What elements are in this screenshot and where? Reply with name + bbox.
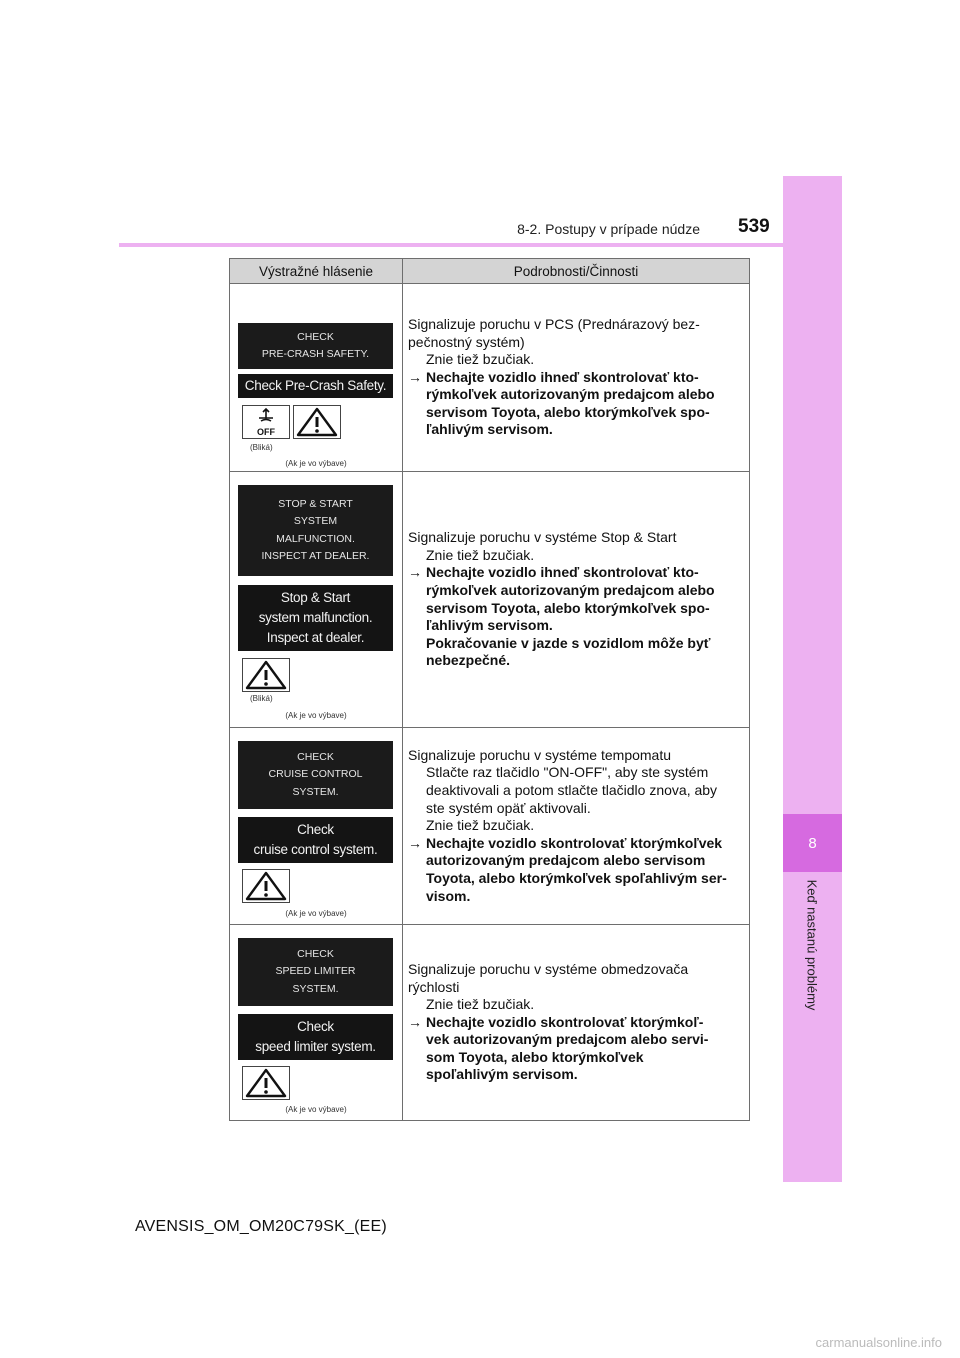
details-cell: Signalizuje poruchu v PCS (Prednárazový bez- pečnostný systém) Znie tiež bzučiak. → Nechajte vozidlo ihneď skontrolovať kto- rýmkoľvek autorizovaným predajcom alebo servisom Toyota, alebo ktorýmkoľvek spo- ľahlivým servisom.: [403, 284, 750, 472]
table-row: [230, 284, 750, 472]
display-message-graphic: Check Pre-Crash Safety.: [238, 374, 393, 398]
chapter-side-tab: [783, 176, 842, 1182]
table-row: [230, 925, 750, 1121]
master-warning-icon: [293, 405, 341, 439]
details-cell: Signalizuje poruchu v systéme obmedzovača rýchlosti Znie tiež bzučiak. → Nechajte vozidlo skontrolovať ktorýmkoľ- vek autorizovaným predajcom alebo servi- som Toyota, alebo ktorýmkoľvek spoľahlivým servisom.: [403, 925, 750, 1121]
arrow-icon: →: [408, 564, 422, 581]
master-warning-icon: [242, 658, 290, 692]
pcs-off-indicator-icon: [242, 405, 290, 439]
header-rule: [119, 243, 842, 247]
details-cell: Signalizuje poruchu v systéme tempomatu Stlačte raz tlačidlo "ON-OFF", aby ste systém deaktivovali a potom stlačte tlačidlo znova, aby ste systém opäť aktivovali. Znie tiež bzučiak. → Nechajte vozidlo skontrolovať ktorýmkoľvek autorizovaným predajcom alebo servisom Toyota, alebo ktorýmkoľvek spoľahlivým ser- visom.: [403, 728, 750, 925]
warning-visuals-cell: [230, 284, 403, 472]
equipment-note: (Ak je vo výbave): [285, 909, 347, 918]
display-message-graphic: Check cruise control system.: [238, 817, 393, 863]
warning-visuals-cell: [230, 925, 403, 1121]
blink-note: (Bliká): [250, 694, 273, 703]
display-message-graphic: Stop & Start system malfunction. Inspect at dealer.: [238, 585, 393, 651]
action-text: Nechajte vozidlo skontrolovať ktorýmkoľvek autorizovaným predajcom alebo servisom Toyota, alebo ktorýmkoľvek spoľahlivým ser- visom.: [426, 834, 727, 904]
document-id: AVENSIS_OM_OM20C79SK_(EE): [135, 1218, 387, 1235]
action-text: Nechajte vozidlo skontrolovať ktorýmkoľ- vek autorizovaným predajcom alebo servi- som Toyota, alebo ktorýmkoľvek spoľahlivým servisom.: [426, 1013, 709, 1083]
equipment-note: (Ak je vo výbave): [285, 1105, 347, 1114]
section-title: 8-2. Postupy v prípade núdze: [517, 221, 700, 237]
table-row: [230, 728, 750, 925]
page-number: 539: [738, 216, 770, 237]
equipment-note: (Ak je vo výbave): [285, 711, 347, 720]
details-cell: Signalizuje poruchu v systéme Stop & Start Znie tiež bzučiak. → Nechajte vozidlo ihneď skontrolovať kto- rýmkoľvek autorizovaným predajcom alebo servisom Toyota, alebo ktorýmkoľvek spo- ľahlivým servisom. Pokračovanie v jazde s vozidlom môže byť nebezpečné.: [403, 472, 750, 728]
display-message-text: CHECK PRE-CRASH SAFETY.: [238, 323, 393, 369]
blink-note: (Bliká): [250, 443, 273, 452]
display-message-graphic: Check speed limiter system.: [238, 1014, 393, 1060]
action-text: Nechajte vozidlo ihneď skontrolovať kto- rýmkoľvek autorizovaným predajcom alebo servisom Toyota, alebo ktorýmkoľvek spo- ľahlivým servisom.: [426, 368, 715, 438]
display-message-text: CHECK CRUISE CONTROL SYSTEM.: [238, 741, 393, 809]
warning-messages-table: [229, 258, 750, 1121]
pcs-off-icon-text: OFF: [257, 427, 275, 437]
display-message-text: CHECK SPEED LIMITER SYSTEM.: [238, 938, 393, 1006]
table-row: [230, 472, 750, 728]
arrow-icon: →: [408, 1013, 422, 1030]
display-message-text: STOP & START SYSTEM MALFUNCTION. INSPECT AT DEALER.: [238, 485, 393, 576]
master-warning-icon: [242, 1066, 290, 1100]
warning-visuals-cell: [230, 472, 403, 728]
arrow-icon: →: [408, 368, 422, 385]
table-header-row: [230, 259, 750, 284]
master-warning-icon: [242, 869, 290, 903]
column-header-warning: Výstražné hlásenie: [230, 259, 403, 284]
equipment-note: (Ak je vo výbave): [285, 459, 347, 468]
column-header-details: Podrobnosti/Činnosti: [403, 259, 750, 284]
chapter-title: Keď nastanú problémy: [804, 879, 820, 1011]
warning-visuals-cell: [230, 728, 403, 925]
watermark[interactable]: carmanualsonline.info: [815, 1335, 942, 1350]
arrow-icon: →: [408, 834, 422, 851]
chapter-number: 8: [783, 814, 842, 872]
action-text: Nechajte vozidlo ihneď skontrolovať kto- rýmkoľvek autorizovaným predajcom alebo servisom Toyota, alebo ktorýmkoľvek spo- ľahlivým servisom. Pokračovanie v jazde s vozidlom môže byť nebezpečné.: [426, 564, 715, 669]
